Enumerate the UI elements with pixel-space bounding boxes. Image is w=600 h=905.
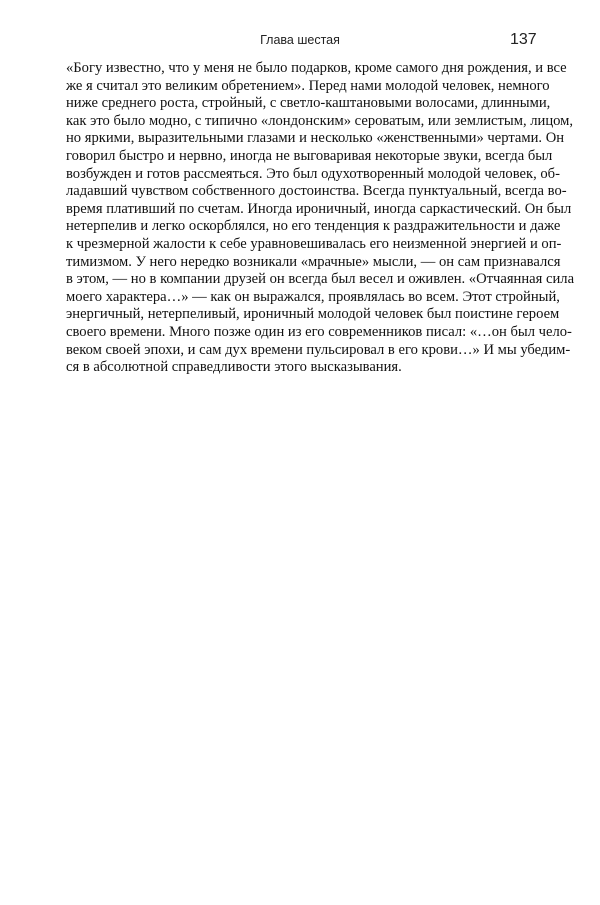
running-header: Глава шестая — [260, 33, 340, 47]
text-line: время плативший по счетам. Иногда ироничный, иногда саркастический. Он был — [66, 200, 572, 217]
text-line: возбужден и готов рассмеяться. Это был одухотворенный молодой человек, об- — [66, 165, 560, 182]
text-line: энергичный, нетерпеливый, ироничный молодой человек был поистине героем — [66, 306, 560, 323]
text-line: веком своей эпохи, и сам дух времени пульсировал в его крови…» И мы убедим- — [66, 341, 571, 358]
text-line: нетерпелив и легко оскорблялся, но его тенденция к раздражительности и даже — [66, 218, 561, 235]
text-line: «Богу известно, что у меня не было подарков, кроме самого дня рождения, и все — [66, 60, 567, 76]
text-line: к чрезмерной жалости к себе уравновешивалась его неизменной энергией и оп- — [66, 235, 562, 252]
text-line: в этом, — но в компании друзей он всегда был весел и оживлен. «Отчаянная сила — [66, 271, 575, 288]
text-line: тимизмом. У него нередко возникали «мрачные» мысли, — он сам признавался — [66, 253, 561, 270]
text-line: ся в абсолютной справедливости этого высказывания. — [66, 359, 402, 376]
text-line: же я считал это великим обретением». Перед нами молодой человек, немного — [66, 77, 550, 94]
text-line: ниже среднего роста, стройный, с светло-каштановыми волосами, длинными, — [66, 95, 551, 112]
text-line: ладавший чувством собственного достоинства. Всегда пунктуальный, всегда во- — [66, 183, 567, 200]
text-line: моего характера…» — как он выражался, проявлялась во всем. Этот стройный, — [66, 288, 560, 305]
text-line: говорил быстро и нервно, иногда не выговаривая некоторые звуки, всегда был — [66, 147, 553, 164]
text-line: но яркими, выразительными глазами и несколько «женственными» чертами. Он — [66, 130, 565, 147]
page-number: 137 — [510, 31, 537, 48]
text-line: своего времени. Много позже один из его современников писал: «…он был чело- — [66, 323, 572, 340]
text-line: как это было модно, с типично «лондонским» сероватым, или землистым, лицом, — [66, 112, 574, 129]
body-text — [66, 60, 575, 377]
